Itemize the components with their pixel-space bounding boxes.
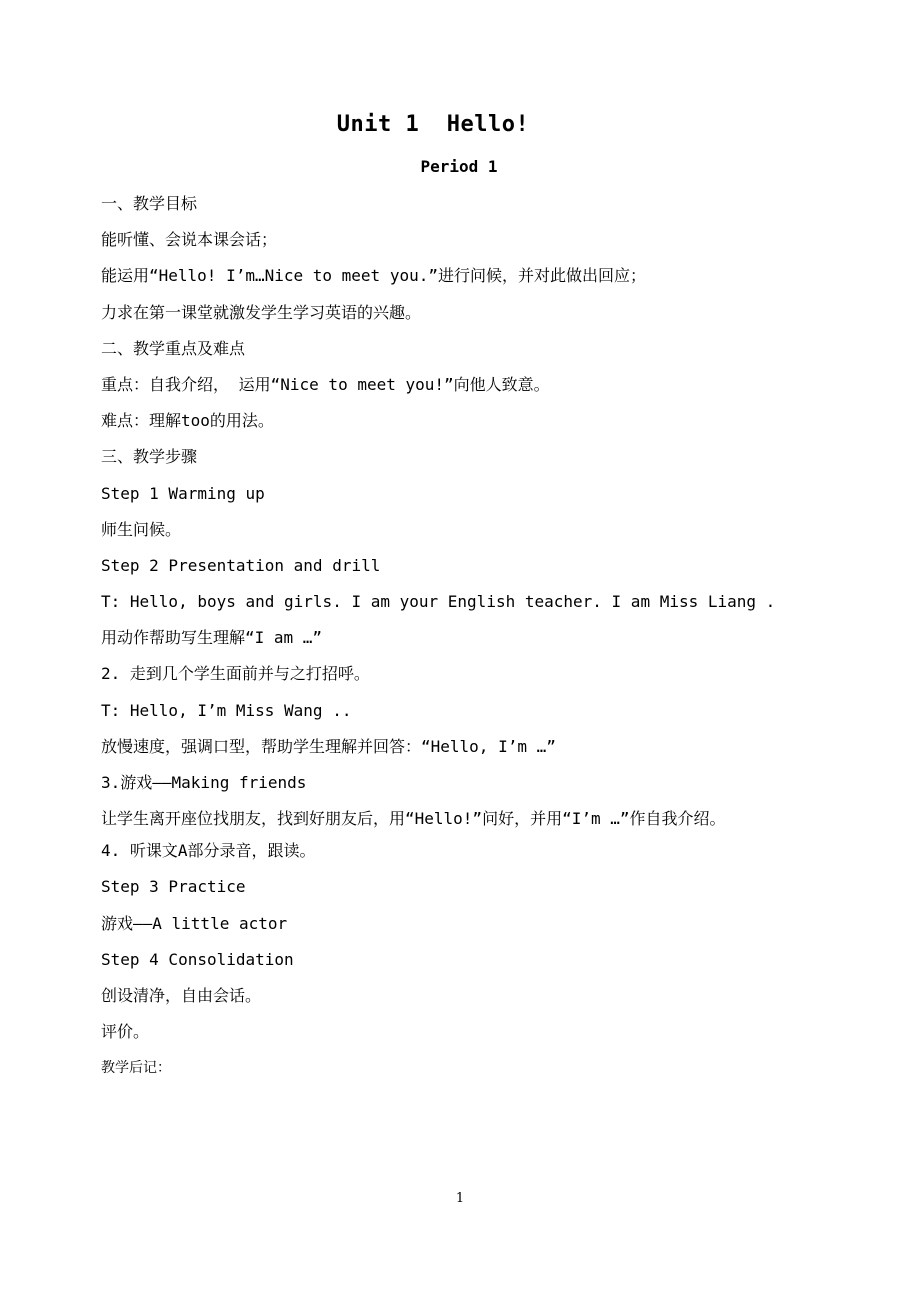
section-heading-steps: 三、教学步骤	[101, 447, 198, 467]
step-heading: Step 2 Presentation and drill	[101, 555, 381, 575]
text-line: 能听懂、会说本课会话；	[101, 230, 278, 250]
text-line: 4. 听课文A部分录音，跟读。	[101, 841, 316, 861]
text-line: 游戏——A little actor	[101, 913, 288, 933]
text-line: 力求在第一课堂就激发学生学习英语的兴趣。	[101, 302, 422, 322]
document-subtitle: Period 1	[420, 157, 498, 176]
step-heading: Step 3 Practice	[101, 877, 246, 897]
text-line: 创设清净，自由会话。	[101, 985, 262, 1005]
text-line: 重点：自我介绍， 运用“Nice to meet you!”向他人致意。	[101, 374, 550, 394]
text-line: 2. 走到几个学生面前并与之打招呼。	[101, 664, 370, 684]
text-line: 放慢速度，强调口型，帮助学生理解并回答：“Hello, I’m …”	[101, 736, 556, 756]
text-line: 3.游戏——Making friends	[101, 773, 307, 792]
section-heading-objectives: 一、教学目标	[101, 194, 198, 213]
text-line: T: Hello, I’m Miss Wang ..	[101, 700, 352, 720]
step-heading: Step 4 Consolidation	[101, 949, 294, 969]
text-line: 用动作帮助写生理解“I am …”	[101, 628, 323, 648]
text-line-wrapped: 让学生离开座位找朋友，找到好朋友后，用“Hello!”问好，并用“I’m …”作自我介绍。	[101, 809, 726, 829]
section-heading-key-points: 二、教学重点及难点	[101, 338, 246, 358]
step-heading: Step 1 Warming up	[101, 483, 265, 503]
text-line: 评价。	[101, 1022, 150, 1042]
page-number: 1	[455, 1191, 465, 1206]
text-line: T: Hello, boys and girls. I am your English teacher. I am Miss Liang .	[101, 592, 776, 612]
text-line: 师生问候。	[101, 519, 182, 539]
text-line: 难点：理解too的用法。	[101, 411, 274, 431]
text-line: 能运用“Hello! I’m…Nice to meet you.”进行问候，并对此做出回应；	[101, 266, 646, 286]
document-body	[101, 191, 831, 1092]
document-title: Unit 1 Hello!	[336, 112, 530, 137]
teaching-notes-label: 教学后记：	[101, 1060, 171, 1077]
